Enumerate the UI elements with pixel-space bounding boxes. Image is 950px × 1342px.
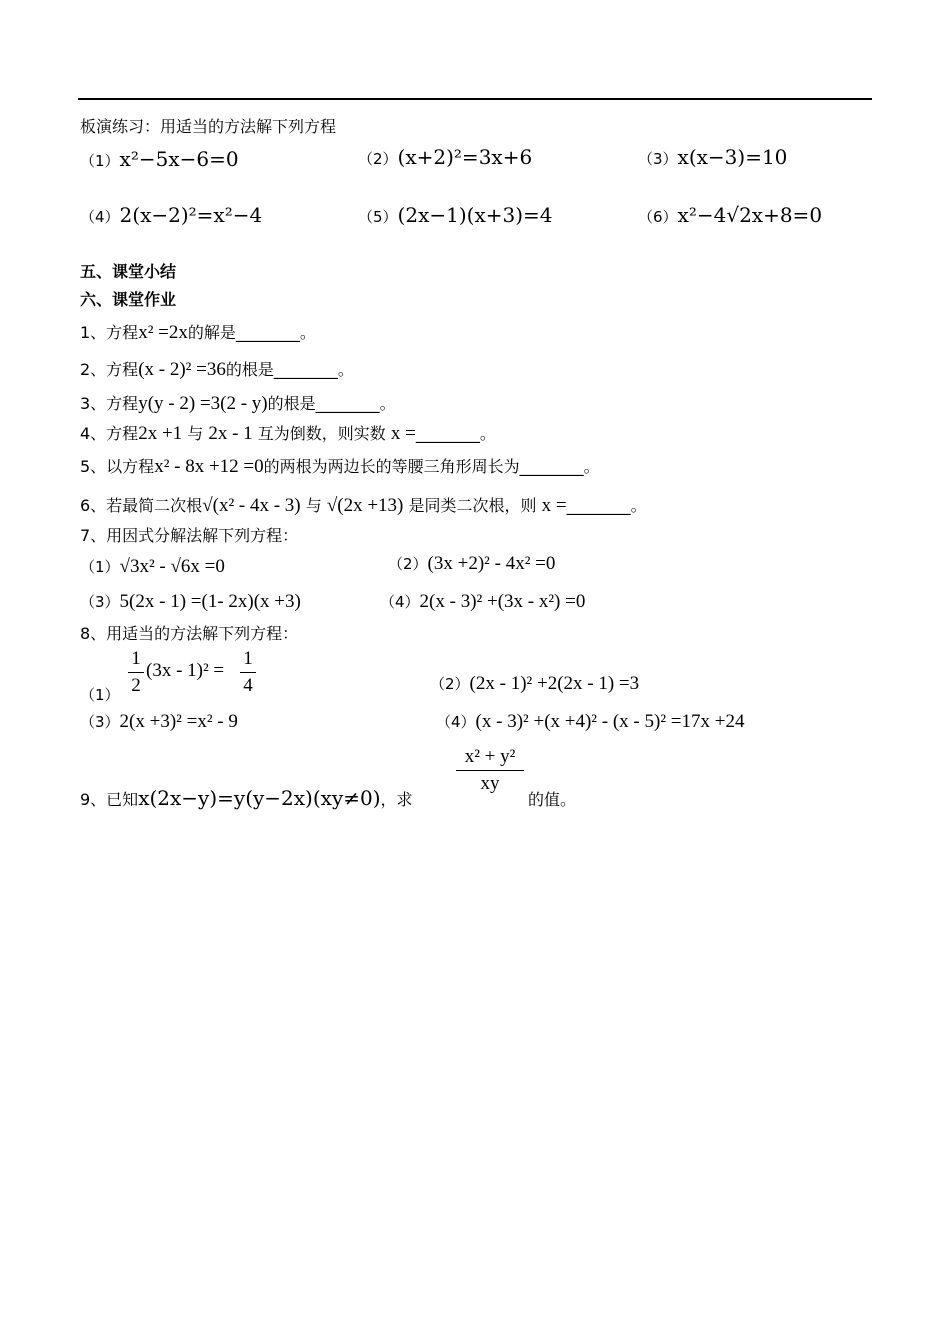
equation: 2(x−2)²=x²−4: [119, 203, 263, 227]
equation: 5(2x - 1) =(1- 2x)(x +3): [119, 591, 301, 612]
homework-q2: [80, 360, 354, 380]
q9-equation: x(2x−y)=y(y−2x)(xy≠0): [138, 786, 381, 810]
q4-prefix: 4、方程: [80, 424, 139, 443]
fraction-bar: [128, 672, 144, 673]
q7-item-4: [380, 591, 585, 613]
q9-prefix: 9、已知: [80, 790, 139, 809]
item-label: （1）: [80, 152, 120, 170]
q7-item-1: [80, 556, 225, 578]
q6-suffix: ________。: [566, 496, 647, 515]
homework-q9: [80, 788, 413, 810]
q8-item-3: [80, 711, 238, 733]
fraction-numerator: 1: [131, 648, 141, 669]
equation: 2(x - 3)² +(3x - x²) =0: [419, 591, 586, 612]
equation: x(x−3)=10: [677, 145, 788, 169]
equation: (2x - 1)² +2(2x - 1) =3: [469, 673, 640, 694]
q8-item-1-equation: (3x - 1)² =: [146, 660, 225, 681]
item-label: （2）: [430, 675, 470, 693]
q9-suffix: 的值。: [528, 790, 577, 809]
q6-mid: 与: [305, 496, 322, 515]
q3-prefix: 3、方程: [80, 394, 139, 413]
top-rule: [78, 98, 872, 100]
q1-suffix: 的解是________。: [187, 323, 316, 342]
q6-equation-3: x =: [541, 495, 567, 516]
equation: (x - 3)² +(x +4)² - (x - 5)² =17x +24: [475, 711, 745, 732]
q8-fraction-quarter: [240, 648, 256, 697]
homework-q6: [80, 496, 647, 516]
practice-item-1: [80, 148, 239, 172]
q9-mid: ，求: [380, 790, 413, 809]
q8-item-1-label: [80, 684, 120, 706]
q4-mid-1: 与: [187, 424, 204, 443]
q4-suffix: ________。: [415, 424, 496, 443]
q1-equation: x² =2x: [138, 322, 188, 343]
q8-fraction-half: [128, 648, 144, 697]
q4-equation-3: x =: [390, 423, 416, 444]
equation: x²−5x−6=0: [119, 147, 239, 171]
section-five-heading: 五、课堂小结: [80, 262, 177, 281]
equation: (x+2)²=3x+6: [397, 145, 533, 169]
q2-prefix: 2、方程: [80, 360, 139, 379]
q4-equation-2: 2x - 1: [208, 423, 253, 444]
fraction-denominator: xy: [480, 773, 500, 794]
q8-item-4: [436, 711, 744, 733]
q6-prefix: 6、若最简二次根: [80, 496, 203, 515]
q7-item-3: [80, 591, 301, 613]
equation: 2(x +3)² =x² - 9: [119, 711, 238, 732]
practice-item-3: [638, 146, 787, 170]
q5-suffix: 的两根为两边长的等腰三角形周长为________。: [263, 457, 600, 476]
q2-suffix: 的根是________。: [225, 360, 354, 379]
q6-radical-1: √(x² - 4x - 3): [202, 495, 301, 516]
item-label: （2）: [388, 555, 428, 573]
practice-item-5: [358, 204, 553, 228]
practice-item-6: [638, 204, 822, 228]
q3-equation: y(y - 2) =3(2 - y): [138, 393, 268, 414]
q8-item-2: [430, 673, 639, 695]
q6-radical-2: √(2x +13): [326, 495, 404, 516]
item-label: （6）: [638, 208, 678, 226]
fraction-denominator: 4: [243, 675, 253, 696]
q5-prefix: 5、以方程: [80, 457, 155, 476]
q3-suffix: 的根是________。: [267, 394, 396, 413]
homework-q4: [80, 424, 496, 444]
item-label: （4）: [436, 713, 476, 731]
item-label: （3）: [80, 593, 120, 611]
section-six-heading: 六、课堂作业: [80, 290, 177, 309]
q5-equation: x² - 8x +12 =0: [154, 456, 264, 477]
item-label: （4）: [380, 593, 420, 611]
practice-item-4: [80, 204, 262, 228]
fraction-bar: [240, 672, 256, 673]
homework-q5: [80, 457, 600, 477]
homework-q3: [80, 394, 396, 414]
q6-mid-2: 是同类二次根，则: [408, 496, 537, 515]
equation: (3x +2)² - 4x² =0: [427, 553, 556, 574]
homework-q7-title: 7、用因式分解法解下列方程：: [80, 526, 299, 545]
homework-q8-title: 8、用适当的方法解下列方程：: [80, 624, 299, 643]
item-label: （2）: [358, 150, 398, 168]
item-label: （1）: [80, 686, 120, 704]
equation: (2x−1)(x+3)=4: [397, 203, 553, 227]
q9-fraction: [456, 746, 524, 795]
equation: √3x² - √6x =0: [119, 556, 225, 577]
fraction-denominator: 2: [131, 675, 141, 696]
practice-item-2: [358, 146, 532, 170]
fraction-bar: [456, 770, 524, 771]
item-label: （5）: [358, 208, 398, 226]
fraction-numerator: x² + y²: [464, 746, 516, 767]
q1-prefix: 1、方程: [80, 323, 139, 342]
item-label: （3）: [80, 713, 120, 731]
q4-mid-2: 互为倒数，则实数: [257, 424, 386, 443]
homework-q1: [80, 323, 316, 343]
q2-equation: (x - 2)² =36: [138, 359, 226, 380]
equation: x²−4√2x+8=0: [677, 203, 823, 227]
item-label: （3）: [638, 150, 678, 168]
fraction-numerator: 1: [243, 648, 253, 669]
q4-equation-1: 2x +1: [138, 423, 183, 444]
board-practice-title: 板演练习：用适当的方法解下列方程: [80, 117, 337, 136]
item-label: （4）: [80, 208, 120, 226]
q7-item-2: [388, 553, 555, 575]
item-label: （1）: [80, 558, 120, 576]
